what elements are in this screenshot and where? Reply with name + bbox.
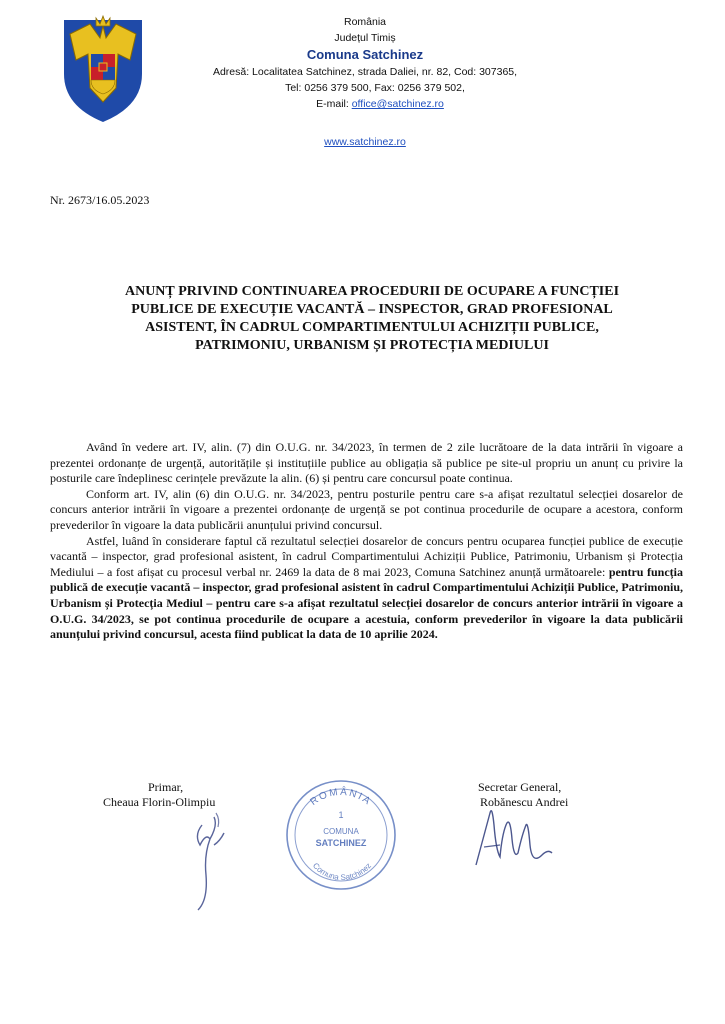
title-line: PATRIMONIU, URBANISM ȘI PROTECȚIA MEDIULUI — [195, 338, 549, 353]
document-title — [62, 283, 682, 355]
svg-text:ROMÂNIA — [308, 785, 373, 808]
stamp-center-line2: SATCHINEZ — [315, 838, 367, 848]
mayor-handwritten-signature — [180, 805, 240, 915]
county-text: Județul Timiș — [334, 32, 396, 44]
email-line — [170, 96, 560, 112]
mayor-name: Cheaua Florin-Olimpiu — [103, 795, 216, 809]
phone-text: Tel: 0256 379 500, Fax: 0256 379 502, — [285, 82, 465, 94]
secretary-role: Secretar General, — [478, 780, 562, 794]
stamp-center-line1: COMUNA — [323, 827, 359, 836]
website-line — [170, 136, 560, 148]
official-stamp — [282, 776, 400, 894]
paragraph-3-text: Astfel, luând în considerare faptul că rezultatul selecției dosarelor de concurs pentru ocuparea funcției publice de execuție vacantă – inspector, grad profesional asistent, în cadrul Compartimentului Achiziții Publice, Patrimoniu, Urbanism și Protecția Mediului – a fost afișat cu procesul verbal nr. 2469 la data de 8 mai 2023, Comuna Satchinez anunță următoarele: — [50, 533, 683, 579]
website-link[interactable]: www.satchinez.ro — [324, 136, 406, 148]
coat-of-arms-icon — [60, 14, 146, 124]
svg-text:Comuna Satchinez — [311, 861, 373, 882]
secretary-handwritten-signature — [470, 795, 555, 885]
document-number: Nr. 2673/16.05.2023 — [50, 193, 150, 207]
paragraph-2: Conform art. IV, alin (6) din O.U.G. nr. 34/2023, pentru posturile pentru care s-a afișat rezultatul selecției dosarelor de concurs anterior intrării în vigoare a prezentei ordonanțe de urgență se pot continua procedurile de ocupare a acestora, conform prevederilor în vigoare la data publicării anunțului privind concursul. — [50, 486, 683, 532]
paragraph-3-bold: pentru funcția publică de execuție vacantă – inspector, grad profesional asistent în cadrul Compartimentului Achiziții Publice, Patrimoniu, Urbanism și Protecția Mediul – pentru care s-a afișat rezultatul selecției dosarelor de concurs anterior intrării în vigoare a O.U.G. 34/2023, se pot continua procedurile de ocupare a acestuia, conform prevederilor în vigoare la data publicării anunțului privind concursul, acesta fiind publicat la data de 10 aprilie 2024. — [50, 564, 683, 642]
country-text: România — [343, 16, 387, 28]
paragraph-3 — [50, 534, 683, 643]
mayor-role: Primar, — [148, 780, 184, 794]
title-line: ASISTENT, ÎN CADRUL COMPARTIMENTULUI ACHIZIȚII PUBLICE, — [145, 320, 599, 335]
title-line: ANUNȚ PRIVIND CONTINUAREA PROCEDURII DE OCUPARE A FUNCȚIEI — [124, 284, 620, 299]
commune-name: Comuna Satchinez — [306, 47, 424, 62]
title-line: PUBLICE DE EXECUȚIE VACANTĂ – INSPECTOR, GRAD PROFESIONAL — [131, 302, 613, 317]
stamp-top-text: ROMÂNIA — [308, 786, 374, 809]
stamp-bottom-text: Comuna Satchinez — [310, 861, 374, 883]
document-body — [50, 440, 683, 643]
letterhead — [170, 14, 560, 112]
secretary-name: Robănescu Andrei — [480, 795, 569, 809]
stamp-number: 1 — [338, 810, 344, 820]
email-link[interactable]: office@satchinez.ro — [351, 98, 444, 110]
address-text: Adresă: Localitatea Satchinez, strada Daliei, nr. 82, Cod: 307365, — [212, 66, 518, 78]
paragraph-1: Având în vedere art. IV, alin. (7) din O.U.G. nr. 34/2023, în termen de 2 zile lucrătoare de la data intrării în vigoare a prezentei ordonanțe de urgență, autoritățile și instituțiile publice au obligația să publice pe site-ul propriu un anunț cu privire la posturile care îndeplinesc cerințele prevăzute la alin. (6) și pentru care concursul poate continua. — [50, 440, 683, 486]
email-label: E-mail: — [316, 98, 352, 110]
